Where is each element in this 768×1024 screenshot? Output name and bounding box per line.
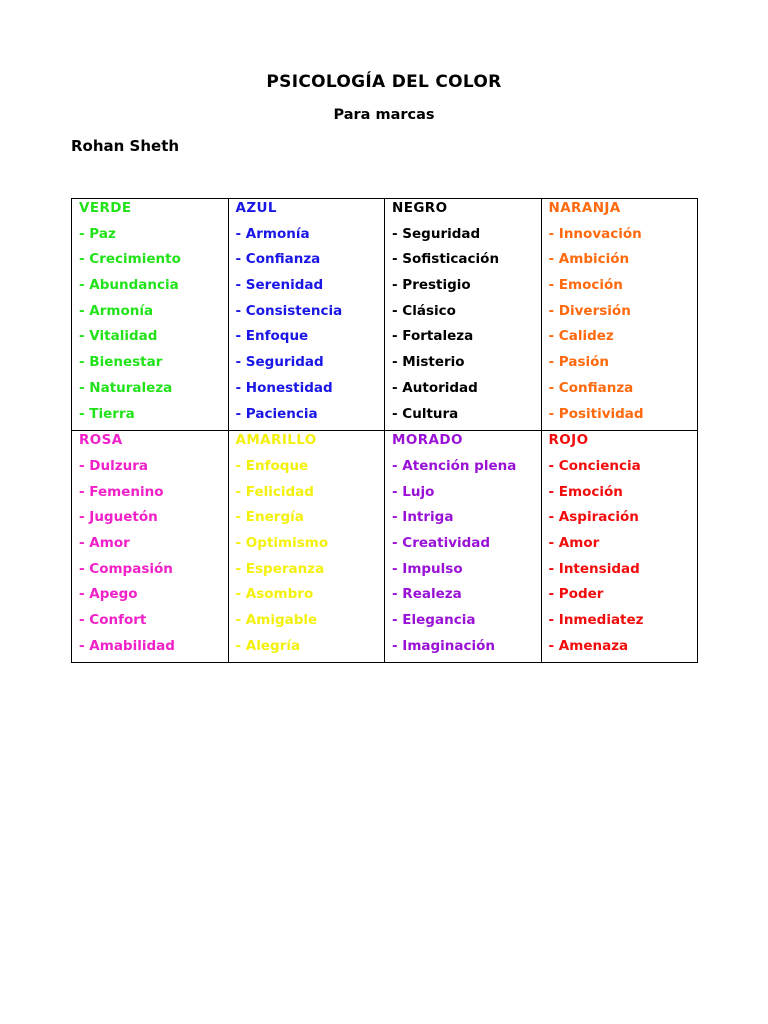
list-item: - Intriga — [392, 509, 454, 526]
color-table-body — [72, 199, 698, 663]
list-item: - Vitalidad — [79, 328, 158, 345]
list-item: - Seguridad — [235, 354, 324, 371]
list-item: - Crecimiento — [79, 251, 181, 268]
list-item: - Juguetón — [79, 509, 158, 526]
list-item: - Compasión — [79, 560, 173, 577]
list-item: - Energía — [235, 509, 304, 526]
color-heading: ROJO — [548, 432, 589, 449]
list-item: - Lujo — [392, 483, 435, 500]
list-item: - Optimismo — [235, 534, 329, 551]
color-cell-verde — [72, 199, 229, 431]
color-cell-negro — [385, 199, 542, 431]
list-item: - Asombro — [235, 586, 314, 603]
page-title: PSICOLOGÍA DEL COLOR — [266, 72, 502, 92]
list-item: - Emoción — [548, 277, 623, 294]
list-item: - Abundancia — [79, 277, 179, 294]
list-item: - Apego — [79, 586, 138, 603]
list-item: - Confort — [79, 612, 147, 628]
list-item: - Amenaza — [548, 637, 629, 654]
list-item: - Tierra — [79, 405, 135, 422]
list-item: - Aspiración — [548, 509, 639, 526]
list-item: - Cultura — [392, 405, 459, 422]
list-item: - Alegría — [235, 637, 301, 654]
list-item: - Paciencia — [235, 405, 318, 422]
list-item: - Armonía — [235, 225, 310, 242]
color-heading: AZUL — [235, 200, 277, 216]
color-cell-naranja — [541, 199, 698, 431]
list-item: - Dulzura — [79, 457, 148, 474]
color-heading: VERDE — [79, 200, 132, 216]
list-item: - Innovación — [548, 225, 642, 242]
list-item: - Bienestar — [79, 354, 163, 371]
color-cell-rojo — [541, 431, 698, 663]
color-heading: ROSA — [79, 432, 123, 449]
list-item: - Prestigio — [392, 277, 471, 294]
list-item: - Inmediatez — [548, 612, 644, 628]
list-item: - Poder — [548, 586, 604, 603]
list-item: - Conciencia — [548, 457, 641, 474]
page-subtitle: Para marcas — [333, 107, 435, 123]
list-item: - Femenino — [79, 483, 164, 500]
list-item: - Enfoque — [235, 328, 309, 345]
list-item: - Naturaleza — [79, 379, 173, 396]
list-item: - Intensidad — [548, 560, 640, 577]
list-item: - Confianza — [548, 379, 634, 396]
list-item: - Autoridad — [392, 379, 478, 396]
list-item: - Armonía — [79, 302, 154, 319]
color-heading: AMARILLO — [235, 432, 317, 449]
table-row — [72, 199, 698, 431]
list-item: - Esperanza — [235, 560, 325, 577]
list-item: - Clásico — [392, 302, 456, 319]
list-item: - Confianza — [235, 251, 321, 268]
list-item: - Fortaleza — [392, 328, 474, 345]
list-item: - Sofisticación — [392, 251, 500, 268]
list-item: - Felicidad — [235, 483, 314, 500]
color-cell-rosa — [72, 431, 229, 663]
list-item: - Amigable — [235, 612, 318, 628]
table-row — [72, 431, 698, 663]
list-item: - Misterio — [392, 354, 465, 371]
color-table — [71, 198, 698, 663]
list-item: - Impulso — [392, 560, 463, 577]
list-item: - Emoción — [548, 483, 623, 500]
list-item: - Atención plena — [392, 457, 517, 474]
list-item: - Creatividad — [392, 534, 491, 551]
list-item: - Seguridad — [392, 225, 481, 242]
color-heading: MORADO — [392, 432, 463, 449]
list-item: - Elegancia — [392, 612, 476, 628]
list-item: - Ambición — [548, 251, 630, 268]
list-item: - Enfoque — [235, 457, 309, 474]
author-name: Rohan Sheth — [71, 137, 180, 155]
list-item: - Positividad — [548, 405, 644, 422]
list-item: - Amabilidad — [79, 637, 175, 654]
list-item: - Realeza — [392, 586, 462, 603]
list-item: - Calidez — [548, 328, 614, 345]
list-item: - Imaginación — [392, 637, 496, 654]
list-item: - Amor — [548, 534, 600, 551]
list-item: - Pasión — [548, 354, 609, 371]
color-heading: NARANJA — [548, 200, 621, 216]
color-cell-amarillo — [228, 431, 385, 663]
list-item: - Diversión — [548, 302, 631, 319]
list-item: - Paz — [79, 225, 116, 242]
color-cell-azul — [228, 199, 385, 431]
list-item: - Honestidad — [235, 379, 333, 396]
color-cell-morado — [385, 431, 542, 663]
list-item: - Amor — [79, 534, 130, 551]
list-item: - Serenidad — [235, 277, 324, 294]
list-item: - Consistencia — [235, 302, 343, 319]
color-heading: NEGRO — [392, 200, 448, 216]
